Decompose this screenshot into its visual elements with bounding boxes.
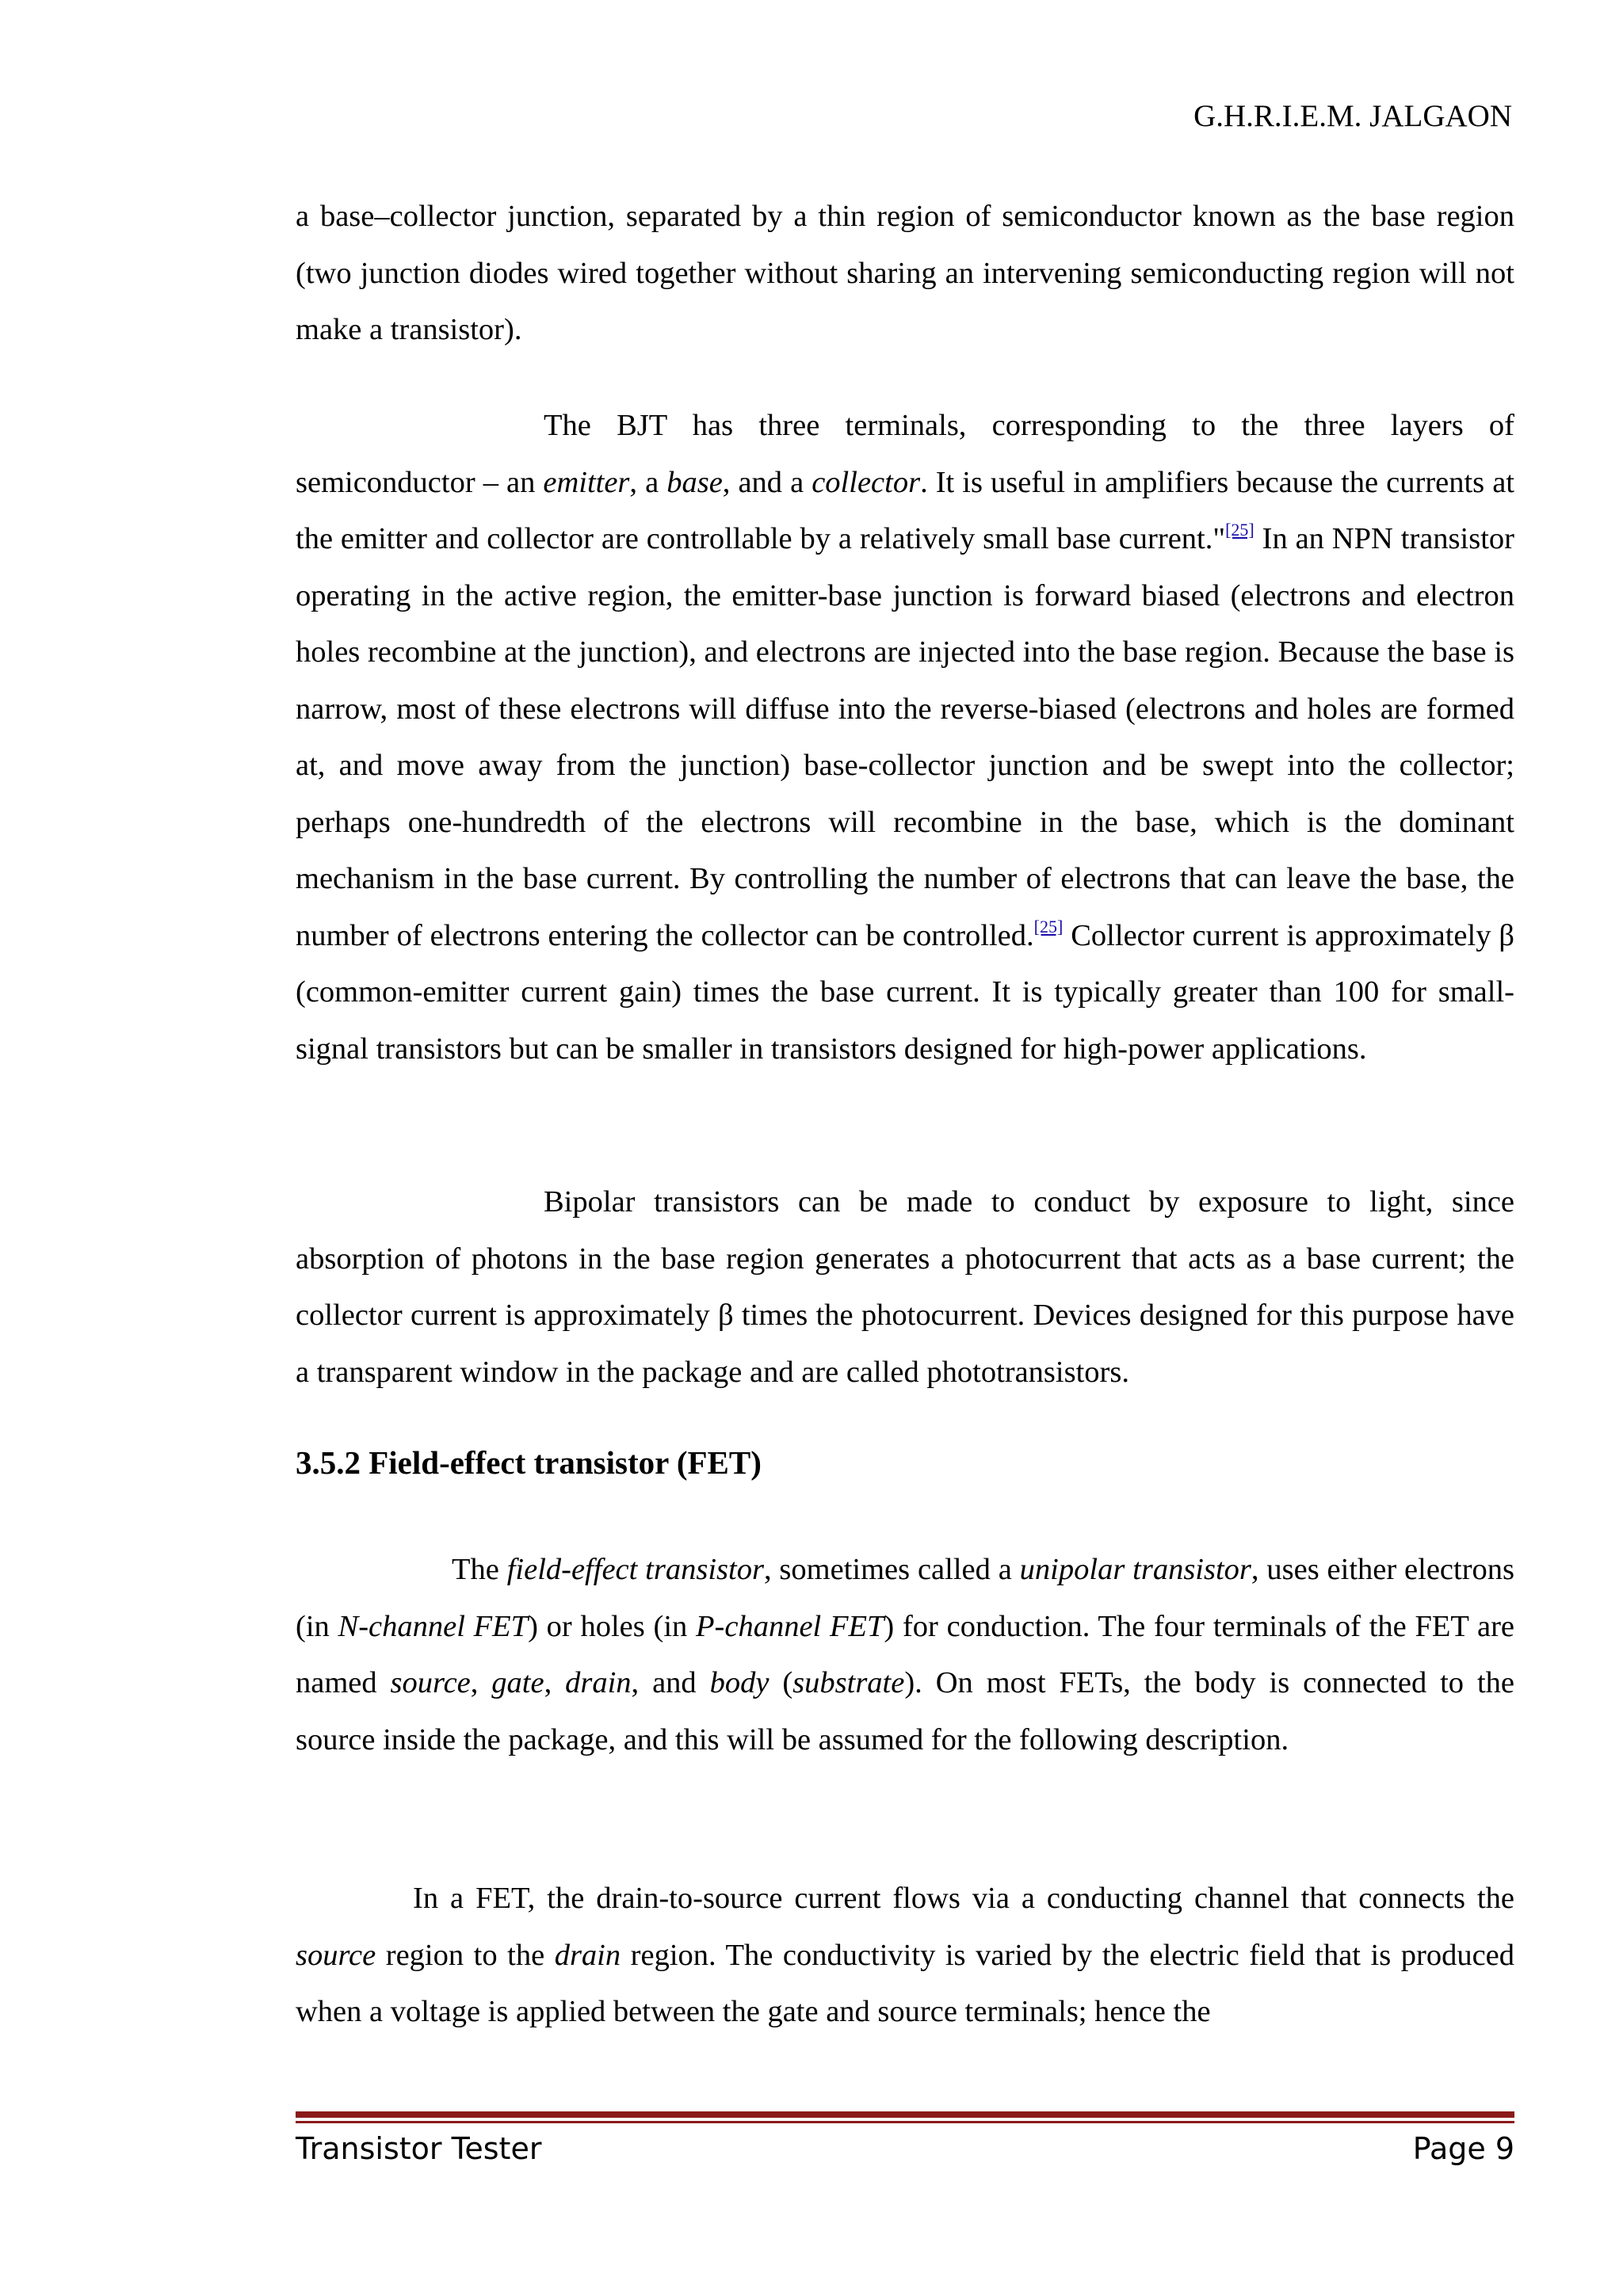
term-collector: collector — [812, 465, 921, 499]
text-span: , — [470, 1666, 492, 1699]
term-drain: drain — [554, 1938, 621, 1972]
term-source: source — [390, 1666, 471, 1699]
page-number: Page 9 — [1412, 2131, 1514, 2166]
term-n-channel: N-channel FET — [338, 1609, 529, 1643]
text-span: , sometimes called a — [763, 1553, 1020, 1586]
text-span: , and — [631, 1666, 710, 1699]
text-span: ) for conduction. The four terminals of the FET are named — [296, 1609, 1514, 1699]
term-unipolar: unipolar transistor — [1019, 1553, 1251, 1586]
term-fet: field-effect transistor — [506, 1553, 764, 1586]
page-header: G.H.R.I.E.M. JALGAON — [1193, 99, 1512, 133]
text-span: , a — [629, 465, 667, 499]
text-span: . It is useful in amplifiers because the currents at the emitter and collector are controllable by a relatively small base current." — [296, 465, 1514, 555]
term-body: body — [709, 1666, 769, 1699]
paragraph-fet-channel — [296, 1871, 1514, 2041]
text-span: , and a — [722, 465, 812, 499]
paragraph-fet-intro — [296, 1542, 1514, 1768]
text-span: The BJT has three terminals, corresponding to the three layers of semiconductor – an — [296, 409, 1514, 499]
text-span: region. The conductivity is varied by the electric field that is produced when a voltage is applied between the gate and source terminals; hence the — [296, 1938, 1514, 2028]
paragraph-phototransistor — [296, 1174, 1514, 1401]
paragraph-text: Bipolar transistors can be made to conduct by exposure to light, since absorption of photons in the base region generates a photocurrent that acts as a base current; the collector current is approximately β times the photocurrent. Devices designed for this purpose have a transparent window in the package and are called phototransistors. — [296, 1185, 1514, 1389]
term-substrate: substrate — [792, 1666, 905, 1699]
text-span: In an NPN transistor operating in the active region, the emitter-base junction is forward biased (electrons and electron holes recombine at the junction), and electrons are injected into the base region. Because the base is narrow, most of these electrons will diffuse into the reverse-biased (electrons and holes are formed at, and move away from the junction) base-collector junction and be swept into the collector; perhaps one-hundredth of the electrons will recombine in the base, which is the dominant mechanism in the base current. By controlling the number of electrons that can leave the base, the number of electrons entering the collector can be controlled. — [296, 522, 1514, 952]
text-span: Collector current is approximately β (common-emitter current gain) times the base current. It is typically greater than 100 for small-signal transistors but can be smaller in transistors designed for high-power applications. — [296, 918, 1515, 1066]
footer-title: Transistor Tester — [296, 2131, 542, 2166]
section-heading: 3.5.2 Field-effect transistor (FET) — [296, 1444, 762, 1481]
text-span: region to the — [376, 1938, 555, 1972]
footer-divider-thick — [296, 2111, 1514, 2118]
citation-link[interactable]: [25] — [1033, 916, 1064, 936]
term-emitter: emitter — [543, 465, 630, 499]
term-drain: drain — [565, 1666, 632, 1699]
text-span: ( — [769, 1666, 793, 1699]
text-span: ). On most FETs, the body is connected to the source inside the package, and this will be assumed for the following description. — [296, 1666, 1514, 1756]
paragraph-bjt-junction — [296, 189, 1514, 359]
paragraph-bjt-terminals — [296, 398, 1514, 1077]
text-span: , uses either electrons (in — [296, 1553, 1515, 1643]
citation-link[interactable]: [25] — [1225, 520, 1254, 540]
text-span: ) or holes (in — [528, 1609, 697, 1643]
term-source: source — [296, 1938, 376, 1972]
text-span: The — [452, 1553, 507, 1586]
term-p-channel: P-channel FET — [696, 1609, 884, 1643]
text-span: , — [544, 1666, 566, 1699]
term-base: base — [666, 465, 723, 499]
paragraph-text: a base–collector junction, separated by a thin region of semiconductor known as the base region (two junction diodes wired together without sharing an intervening semiconducting region will not make a transistor). — [296, 200, 1514, 346]
term-gate: gate — [491, 1666, 544, 1699]
text-span: In a FET, the drain-to-source current flows via a conducting channel that connects the — [413, 1882, 1514, 1915]
footer-divider-thin — [296, 2121, 1514, 2123]
